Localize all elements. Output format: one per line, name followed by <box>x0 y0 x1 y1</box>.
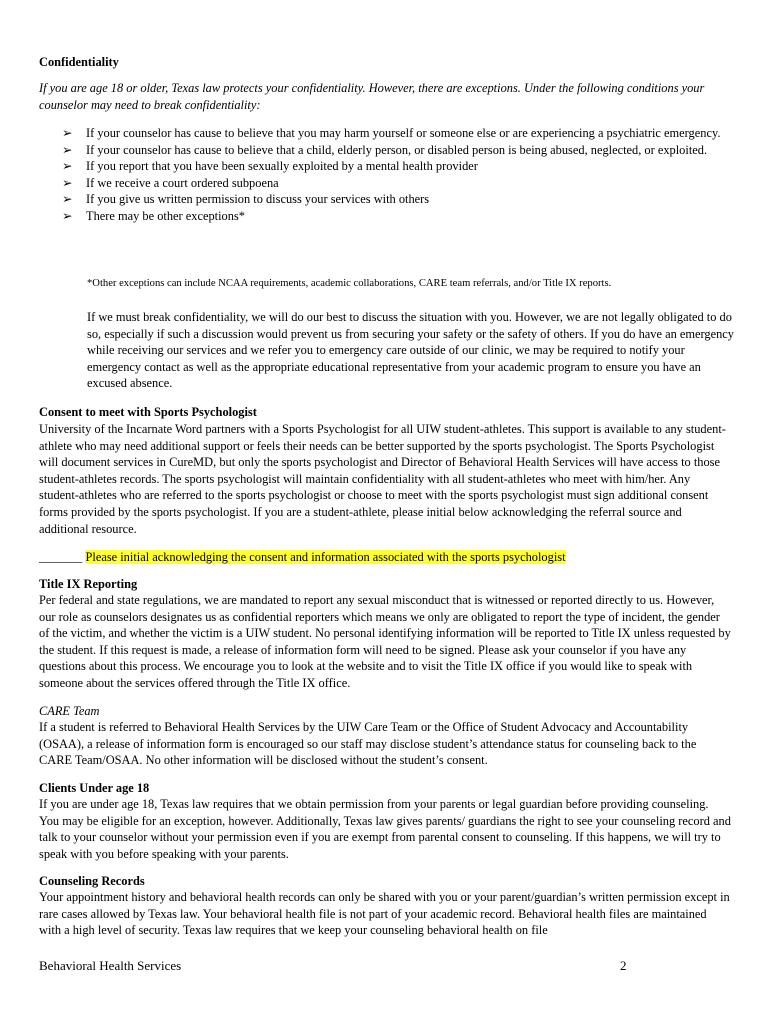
under18-paragraph: If you are under age 18, Texas law requires that we obtain permission from your parents or legal guardian before providing counseling. You may be eligible for an exception, however. Additionally, Texas law gives parents/ guardians the right to see your counseling record and talk to your counselor without your permission even if you are exempt from parental consent to counseling. If this happens, we will try to speak with you before speaking with your parents. <box>39 797 731 861</box>
sports-initial-line <box>39 549 731 566</box>
arrow-bullet-icon: ➢ <box>62 175 73 190</box>
list-item: ➢ If your counselor has cause to believe that a child, elderly person, or disabled person is being abused, neglected, or exploited. <box>62 142 708 157</box>
arrow-bullet-icon: ➢ <box>62 208 73 223</box>
sports-paragraph: University of the Incarnate Word partners with a Sports Psychologist for all UIW student-athletes. This support is available to any student-athlete who may need additional support or feels their needs can be better supported by the sports psychologist. The Sports Psychologist will document services in CureMD, but only the sports psychologist and Director of Behavioral Health Services will have access to those student-athletes records. The sports psychologist will maintain confidentiality with all student-athletes who meet with him/her. Any student-athletes who are referred to the sports psychologist or choose to meet with the sports psychologist must sign additional consent forms provided by the sports psychologist. If you are a student-athlete, please initial below acknowledging the referral source and additional resource. <box>39 422 726 536</box>
footer-org: Behavioral Health Services <box>39 958 182 973</box>
exceptions-list <box>62 125 730 225</box>
list-item: ➢ If you report that you have been sexually exploited by a mental health provider <box>62 159 478 174</box>
list-item: ➢ There may be other exceptions* <box>62 208 245 223</box>
care-team-paragraph: If a student is referred to Behavioral Health Services by the UIW Care Team or the Office of Student Advocacy and Accountability (OSAA), a release of information form is encouraged so our staff may disclose student’s attendance status for counseling back to the CARE Team/OSAA. No other information will be disclosed without the student’s consent. <box>39 720 697 768</box>
sports-heading: Consent to meet with Sports Psychologist <box>39 405 257 419</box>
arrow-bullet-icon: ➢ <box>62 159 73 174</box>
title-ix-heading: Title IX Reporting <box>39 577 138 591</box>
arrow-bullet-icon: ➢ <box>62 142 73 157</box>
exceptions-footnote: *Other exceptions can include NCAA requirements, academic collaborations, CARE team referrals, and/or Title IX reports. <box>87 278 612 289</box>
title-ix-paragraph: Per federal and state regulations, we are mandated to report any sexual misconduct that is witnessed or reported directly to us. However, our role as counselors designates us as confidential reporters which means we only are obligated to report the type of incident, the gender of the victim, and whether the victim is a UIW student. No personal identifying information will be reported to Title IX unless requested by the student. If this request is made, a release of information form will need to be signed. Please ask your counselor if you have any questions about this process. We encourage you to look at the website and to visit the Title IX office if you would like to speak with someone about the services offered through the Title IX office. <box>39 593 731 690</box>
list-item: ➢ If you give us written permission to discuss your services with others <box>62 192 430 207</box>
confidentiality-heading: Confidentiality <box>39 55 119 69</box>
under18-heading: Clients Under age 18 <box>39 781 150 795</box>
break-confidentiality-paragraph: If we must break confidentiality, we will do our best to discuss the situation with you. However, we are not legally obligated to do so, especially if such a discussion would prevent us from securing your safety or the safety of others. If you do have an emergency while receiving our services and we refer you to emergency care outside of our clinic, we may be required to notify your emergency contact as well as the appropriate educational representative from your academic program to ensure you have an excused absence. <box>87 310 734 391</box>
page-number: 2 <box>620 958 627 973</box>
initial-blank[interactable]: _______ <box>39 550 83 564</box>
records-paragraph: Your appointment history and behavioral health records can only be shared with you or your parent/guardian’s written permission except in rare cases allowed by Texas law. Your behavioral health file is not part of your academic record. Behavioral health files are maintained with a high level of security. Texas law requires that we keep your counseling behavioral health on file <box>39 890 730 938</box>
confidentiality-intro: If you are age 18 or older, Texas law protects your confidentiality. However, there are exceptions. Under the following conditions your counselor may need to break confidentiality: <box>39 81 705 112</box>
list-item: ➢ If we receive a court ordered subpoena <box>62 175 279 190</box>
arrow-bullet-icon: ➢ <box>62 192 73 207</box>
care-team-heading: CARE Team <box>39 704 100 718</box>
arrow-bullet-icon: ➢ <box>62 126 73 140</box>
list-item: ➢ If your counselor has cause to believe that you may harm yourself or someone else or are experiencing a psychiatric emergency. <box>62 126 721 140</box>
records-heading: Counseling Records <box>39 874 145 888</box>
initial-acknowledgement-text: Please initial acknowledging the consent and information associated with the sports psychologist <box>85 550 566 564</box>
